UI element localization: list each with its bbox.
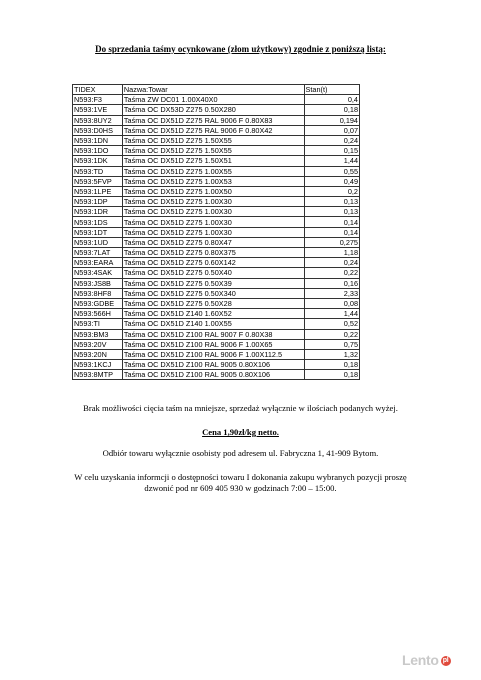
cell-tidex: N593:JS8B <box>73 278 123 288</box>
cell-tidex: N593:1DS <box>73 217 123 227</box>
cell-tidex: N593:1KCJ <box>73 360 123 370</box>
contact-line-1: W celu uzyskania informcji o dostępności towaru I dokonania zakupu wybranych pozycji proszę <box>74 472 407 482</box>
cell-tidex: N593:20N <box>73 349 123 359</box>
cell-stock: 1,32 <box>304 349 359 359</box>
header-stock: Stan(t) <box>304 85 359 95</box>
cell-stock: 0,08 <box>304 298 359 308</box>
cell-tidex: N593:F3 <box>73 95 123 105</box>
cell-stock: 0,194 <box>304 115 359 125</box>
cell-stock: 0,22 <box>304 329 359 339</box>
cell-name: Taśma OC DX51D Z275 0.60X142 <box>122 258 304 268</box>
cell-name: Taśma OC DX51D Z275 RAL 9006 F 0.80X83 <box>122 115 304 125</box>
cell-stock: 0,4 <box>304 95 359 105</box>
cell-stock: 0,24 <box>304 135 359 145</box>
cell-name: Taśma OC DX51D Z275 0.50X40 <box>122 268 304 278</box>
cell-name: Taśma OC DX51D Z275 0.80X47 <box>122 237 304 247</box>
cell-tidex: N593:8MTP <box>73 370 123 380</box>
cell-tidex: N593:4SAK <box>73 268 123 278</box>
table-row <box>73 288 360 298</box>
cell-stock: 0,13 <box>304 207 359 217</box>
cell-tidex: N593:1DP <box>73 197 123 207</box>
lento-watermark-logo <box>402 652 451 668</box>
cell-stock: 0,75 <box>304 339 359 349</box>
cell-tidex: N593:1DR <box>73 207 123 217</box>
cell-tidex: N593:1UD <box>73 237 123 247</box>
cell-name: Taśma OC DX51D Z100 RAL 9006 F 1.00X112.5 <box>122 349 304 359</box>
cell-tidex: N593:566H <box>73 309 123 319</box>
cell-stock: 0,14 <box>304 217 359 227</box>
table-row <box>73 105 360 115</box>
table-row <box>73 115 360 125</box>
cell-tidex: N593:1VE <box>73 105 123 115</box>
table-row <box>73 329 360 339</box>
page-title: Do sprzedania taśmy ocynkowane (złom użytkowy) zgodnie z poniższą listą: <box>95 44 386 54</box>
table-row <box>73 370 360 380</box>
cell-tidex: N593:D0HS <box>73 125 123 135</box>
table-row <box>73 278 360 288</box>
watermark-suffix-badge: pl <box>441 656 451 666</box>
cell-tidex: N593:1DO <box>73 146 123 156</box>
cell-name: Taśma OC DX51D Z100 RAL 9005 0.80X106 <box>122 360 304 370</box>
table-row <box>73 146 360 156</box>
cell-stock: 0,275 <box>304 237 359 247</box>
table-row <box>73 135 360 145</box>
cell-name: Taśma OC DX51D Z275 1.00X30 <box>122 217 304 227</box>
cell-name: Taśma OC DX51D Z275 1.50X51 <box>122 156 304 166</box>
cell-stock: 1,44 <box>304 309 359 319</box>
cell-stock: 2,33 <box>304 288 359 298</box>
table-row <box>73 339 360 349</box>
cell-tidex: N593:8HF8 <box>73 288 123 298</box>
cell-name: Taśma OC DX51D Z275 1.50X55 <box>122 135 304 145</box>
price-line: Cena 1,90zł/kg netto. <box>202 427 279 437</box>
cell-tidex: N593:TI <box>73 319 123 329</box>
table-header-row <box>73 85 360 95</box>
table-row <box>73 166 360 176</box>
cell-stock: 0,49 <box>304 176 359 186</box>
header-tidex: TIDEX <box>73 85 123 95</box>
cell-stock: 0,07 <box>304 125 359 135</box>
table-row <box>73 319 360 329</box>
cell-tidex: N593:1DN <box>73 135 123 145</box>
cell-tidex: N593:8UY2 <box>73 115 123 125</box>
contact-note <box>0 472 481 494</box>
cell-name: Taśma OC DX51D Z275 0.50X340 <box>122 288 304 298</box>
table-row <box>73 227 360 237</box>
cutting-note: Brak możliwości cięcia taśm na mniejsze, sprzedaż wyłącznie w ilościach podanych wyżej. <box>83 403 398 413</box>
cell-name: Taśma OC DX51D Z275 0.50X39 <box>122 278 304 288</box>
table-row <box>73 217 360 227</box>
cell-stock: 0,55 <box>304 166 359 176</box>
cell-tidex: N593:1DK <box>73 156 123 166</box>
cell-stock: 0,16 <box>304 278 359 288</box>
cell-tidex: N593:EARA <box>73 258 123 268</box>
cell-tidex: N593:BM3 <box>73 329 123 339</box>
table-row <box>73 125 360 135</box>
cell-name: Taśma OC DX51D Z100 RAL 9005 0.80X106 <box>122 370 304 380</box>
table-row <box>73 207 360 217</box>
table-row <box>73 258 360 268</box>
header-name: Nazwa:Towar <box>122 85 304 95</box>
cell-name: Taśma OC DX51D Z275 1.00X30 <box>122 197 304 207</box>
cell-name: Taśma OC DX51D Z140 1.00X55 <box>122 319 304 329</box>
stock-table <box>72 84 360 380</box>
cell-stock: 0,52 <box>304 319 359 329</box>
cell-name: Taśma OC DX51D Z140 1.60X52 <box>122 309 304 319</box>
pickup-note: Odbiór towaru wyłącznie osobisty pod adresem ul. Fabryczna 1, 41-909 Bytom. <box>102 448 379 458</box>
table-row <box>73 176 360 186</box>
cell-stock: 0,15 <box>304 146 359 156</box>
table-row <box>73 298 360 308</box>
table-row <box>73 197 360 207</box>
table-row <box>73 349 360 359</box>
cell-name: Taśma OC DX51D Z275 1.00X55 <box>122 166 304 176</box>
cell-stock: 0,18 <box>304 370 359 380</box>
cell-tidex: N593:5FVP <box>73 176 123 186</box>
table-row <box>73 237 360 247</box>
cell-name: Taśma OC DX51D Z275 1.00X50 <box>122 186 304 196</box>
table-row <box>73 156 360 166</box>
cell-name: Taśma OC DX51D Z275 1.00X30 <box>122 227 304 237</box>
table-row <box>73 95 360 105</box>
cell-name: Taśma OC DX53D Z275 0.50X280 <box>122 105 304 115</box>
table-row <box>73 360 360 370</box>
cell-name: Taśma OC DX51D Z275 RAL 9006 F 0.80X42 <box>122 125 304 135</box>
cell-tidex: N593:20V <box>73 339 123 349</box>
table-row <box>73 186 360 196</box>
cell-name: Taśma OC DX51D Z100 RAL 9006 F 1.00X65 <box>122 339 304 349</box>
cell-stock: 0,14 <box>304 227 359 237</box>
cell-stock: 0,2 <box>304 186 359 196</box>
contact-line-2: dzwonić pod nr 609 405 930 w godzinach 7:00 – 15:00. <box>144 483 337 493</box>
cell-name: Taśma OC DX51D Z275 1.00X30 <box>122 207 304 217</box>
cell-tidex: N593:1LPE <box>73 186 123 196</box>
cell-name: Taśma OC DX51D Z275 0.80X375 <box>122 248 304 258</box>
cell-name: Taśma OC DX51D Z275 1.00X53 <box>122 176 304 186</box>
cell-stock: 0,24 <box>304 258 359 268</box>
cell-tidex: N593:GDBE <box>73 298 123 308</box>
cell-stock: 0,18 <box>304 105 359 115</box>
table-row <box>73 309 360 319</box>
cell-tidex: N593:1DT <box>73 227 123 237</box>
watermark-text: Lento <box>402 652 439 668</box>
cell-stock: 0,22 <box>304 268 359 278</box>
cell-tidex: N593:TD <box>73 166 123 176</box>
cell-stock: 0,13 <box>304 197 359 207</box>
table-row <box>73 248 360 258</box>
cell-name: Taśma OC DX51D Z275 1.50X55 <box>122 146 304 156</box>
cell-stock: 1,44 <box>304 156 359 166</box>
cell-stock: 0,18 <box>304 360 359 370</box>
cell-name: Taśma OC DX51D Z275 0.50X28 <box>122 298 304 308</box>
cell-name: Taśma ZW DC01 1.00X40X0 <box>122 95 304 105</box>
cell-name: Taśma OC DX51D Z100 RAL 9007 F 0.80X38 <box>122 329 304 339</box>
cell-tidex: N593:7LAT <box>73 248 123 258</box>
cell-stock: 1,18 <box>304 248 359 258</box>
table-row <box>73 268 360 278</box>
